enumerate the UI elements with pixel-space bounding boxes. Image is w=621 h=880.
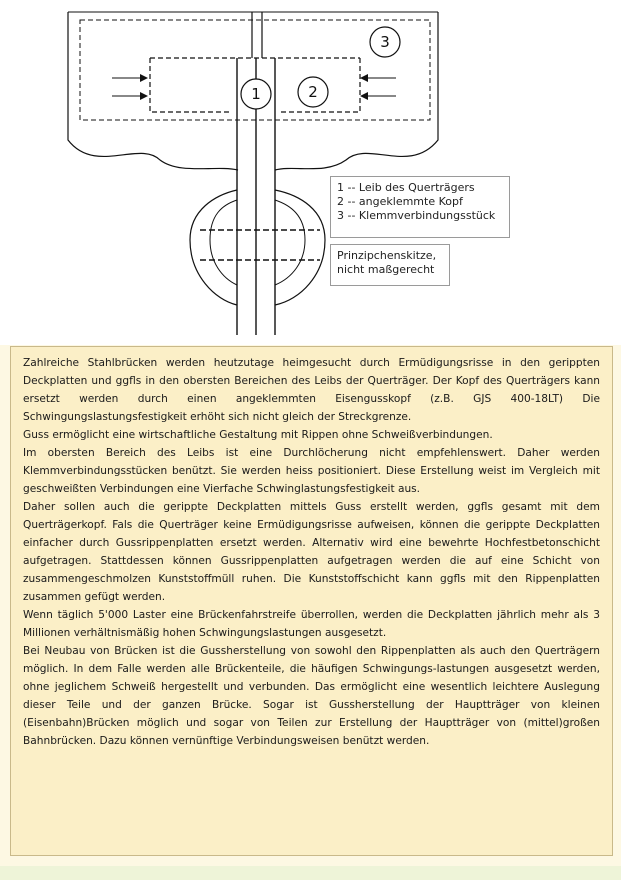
arrow-right-1-head	[360, 74, 368, 82]
bottom-band	[0, 866, 621, 880]
lower-bulb-inner-right	[275, 200, 305, 285]
marker-1: 1	[251, 85, 261, 103]
clamp-connector-dashed	[150, 58, 232, 112]
lower-bulb-left	[190, 190, 237, 305]
legend-item-3: 3 -- Klemmverbindungsstück	[337, 209, 496, 222]
paragraph-1: Zahlreiche Stahlbrücken werden heutzutage heimgesucht durch Ermüdigungsrisse in den gerippten Deckplatten und ggfls in den obersten Bereichen des Leibs der Querträger. Der Kopf des Querträgers kann ersetzt werden durch einen angeklemmten Eisengusskopf (z.B. GJS 400-18LT) Die Schwingungslastungsfestigkeit erhöht sich nicht gleich der Streckgrenze.	[23, 357, 600, 423]
lower-bulb-inner-left	[210, 200, 237, 285]
arrow-right-2-head	[360, 92, 368, 100]
note-box	[330, 244, 450, 286]
diagram-drawing	[0, 0, 621, 345]
paragraph-2: Guss ermöglicht eine wirtschaftliche Gestaltung mit Rippen ohne Schweißverbindungen.	[23, 429, 493, 441]
marker-3: 3	[380, 33, 390, 51]
legend-box	[330, 176, 510, 238]
paragraph-3: Im obersten Bereich des Leibs ist eine Durchlöcherung nicht empfehlenswert. Daher werden Klemmverbindungsstücken benützt. Sie werden heiss positioniert. Diese Erstellung weist im Vergleich mit geschweißten Verbindungen eine Vierfache Schwinglastungsfestigkeit aus.	[23, 447, 600, 495]
marker-2: 2	[308, 83, 318, 101]
legend-item-1: 1 -- Leib des Querträgers	[337, 181, 475, 194]
legend-item-2: 2 -- angeklemmte Kopf	[337, 195, 463, 208]
paragraph-5: Wenn täglich 5'000 Laster eine Brückenfahrstreife überrollen, werden die Deckplatten jährlich mehr als 3 Millionen verhältnismäßig hohen Schwingungslastungen ausgesetzt.	[23, 609, 600, 639]
paragraph-4: Daher sollen auch die gerippte Deckplatten mittels Guss erstellt werden, ggfls gesamt mit dem Querträgerkopf. Fals die Querträger keine Ermüdigungsrisse aufweisen, können die gerippte Deckplatten einfacher durch Gussrippenplatten ersetzt werden. Alternativ wird eine bewehrte Hochfestbetonschicht aufgetragen. Stattdessen können Gussrippenplatten aufgetragen werden die auf eine Schicht von zusammengeschmolzen Kunststoffmüll ruhen. Die Kunststoffschicht kann ggfls mit den Rippenplatten zusammen gefügt werden.	[23, 501, 600, 603]
clamped-head-outline	[68, 12, 238, 170]
arrow-left-2-head	[140, 92, 148, 100]
arrow-left-1-head	[140, 74, 148, 82]
lower-bulb-right	[275, 190, 325, 305]
note-line-2: nicht maßgerecht	[337, 263, 435, 276]
note-line-1: Prinzipchenskitze,	[337, 249, 437, 262]
paragraph-6: Bei Neubau von Brücken ist die Gussherstellung von sowohl den Rippenplatten als auch den Querträgern möglich. In dem Falle werden alle Brückenteile, die häufigen Schwingungs-lastungen ausgesetzt werden, ohne jeglichem Schweiß hergestellt und verbunden. Das ermöglicht eine wesentlich leichtere Auslegung dieser Teile und der ganzen Brücke. Sogar ist Gussherstellung der Hauptträger von kleinen (Eisenbahn)Brücken möglich und sogar von Teilen zur Erstellung der Hauptträger von (mittel)großen Bahnbrücken. Dazu können vernünftige Verbindungsweisen benützt werden.	[23, 645, 600, 747]
diagram	[0, 0, 621, 345]
text-panel	[10, 346, 613, 856]
